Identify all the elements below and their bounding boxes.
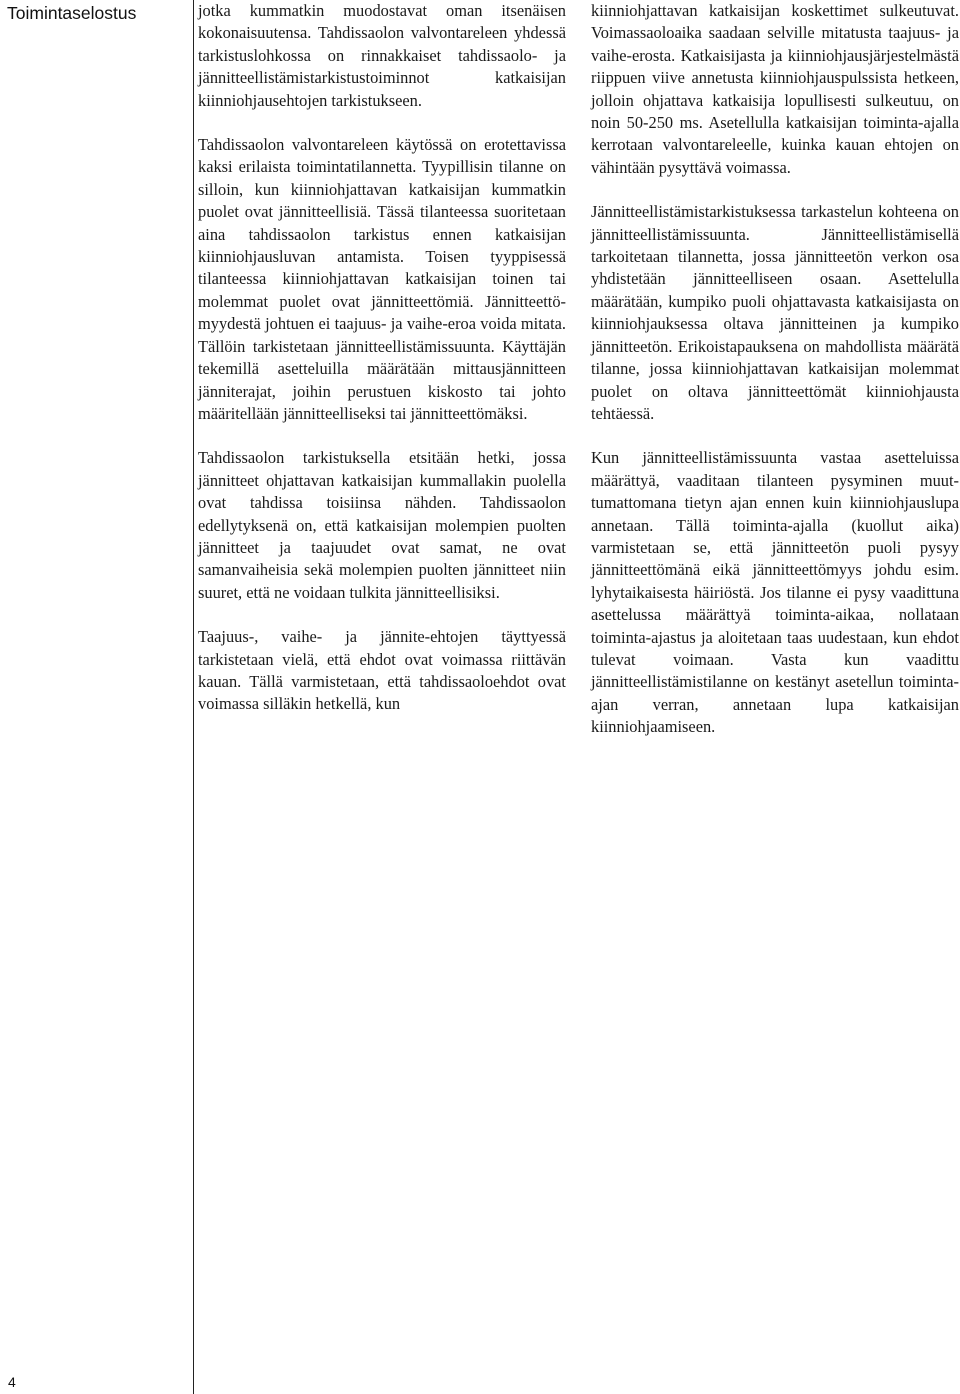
margin-divider (193, 0, 194, 1394)
paragraph: Jännitteellistämistarkistuksessa tarkastelun kohteena on jännitteellistämissuunta. Jännitteellistämisellä tarkoitetaan tilannetta, jossa jännitteetön verkon osa yhdistetään jännitteelliseen osaan. Asettelulla määrätään, kumpiko puoli ohjattavasta katkaisijasta on kiinniohjauksessa oltava jännitteinen ja kumpiko jännitteetön. Erikoistapauksena on mahdollista määrätä tilanne, jossa kiinniohjattavan katkaisijan molemmat puolet on oltava jännitteettömät kiinniohjausta tehtäessä. (591, 202, 959, 423)
paragraph: Tahdissaolon tarkistuksella etsitään hetki, jossa jännitteet ohjattavan katkaisijan kummallakin puolella ovat tahdissa toisiinsa nähden. Tahdissaolon edellytyksenä on, että katkaisijan molempien puolten jännitteet ja taajuudet ovat samat, ne ovat samanvaiheisia sekä molempien puolten jännitteet niin suuret, että ne voidaan tulkita jännitteellisiksi. (198, 448, 566, 602)
text-column-right (591, 0, 959, 761)
paragraph: kiinniohjattavan katkaisijan koskettimet sulkeutuvat. Voimassaoloaika saadaan selville mitatusta taajuus- ja vaihe-erosta. Katkaisijasta ja kiinniohjausjärjestelmästä riippuen viive annetusta kiinniohjauspulssista hetkeen, jolloin ohjattava katkaisija lopullisesti sulkeutuu, on noin 50-250 ms. Asetellulla katkaisijan toiminta-ajalla kerrotaan valvontareleelle, kuinka kauan ehtojen on vähintään pysyttävä voimassa. (591, 1, 959, 177)
paragraph: Kun jännitteellistämissuunta vastaa asetteluissa määrättyä, vaaditaan tilanteen pysyminen muuttumattomana tietyn ajan ennen kuin kiinniohjauslupa annetaan. Tällä toiminta-ajalla (kuollut aika) varmistetaan se, että jännitteetön puoli pysyy jännitteettömänä eikä jännitteettömyys johdu esim. lyhytaikaisesta häiriöstä. Jos tilanne ei pysy vaadittuna asettelussa määrättyä toiminta-aikaa, nollataan toiminta-ajastus ja aloitetaan taas uudestaan, kun ehdot tulevat voimaan. Vasta kun vaadittu jännitteellistämistilanne on kestänyt asetellun toiminta-ajan verran, annetaan lupa katkaisijan kiinniohjaamiseen. (591, 448, 959, 737)
paragraph: jotka kummatkin muodostavat oman itsenäisen kokonaisuutensa. Tahdissaolon valvontareleen yhdessä tarkistuslohkossa on rinnakkaiset tahdissaolo- ja jännitteellistämistarkistustoiminnot katkaisijan kiinniohjausehtojen tarkistukseen. (198, 1, 566, 110)
page-number: 4 (8, 1374, 16, 1390)
section-title: Toimintaselostus (7, 3, 137, 23)
paragraph: Taajuus-, vaihe- ja jännite-ehtojen täyttyessä tarkistetaan vielä, että ehdot ovat voimassa riittävän kauan. Tällä varmistetaan, että tahdissaoloehdot ovat voimassa silläkin hetkellä, kun (198, 627, 566, 714)
text-column-left (198, 0, 566, 738)
paragraph: Tahdissaolon valvontareleen käytössä on erotettavissa kaksi erilaista toimintatilannetta. Tyypillisin tilanne on silloin, kun kiinniohjattavan katkaisijan kummatkin puolet ovat jännitteellisiä. Tässä tilanteessa suoritetaan aina tahdissaolon tarkistus ennen katkaisijan kiinniohjausluvan antamista. Toisen tyyppisessä tilanteessa kiinniohjattavan katkaisijan toinen tai molemmat puolet ovat jännitteettömiä. Jännitteettömyydestä johtuen ei taajuus- ja vaihe-eroa voida mitata. Tällöin tarkistetaan jännitteellistämissuunta. Käyttäjän tekemillä asetteluilla määrätään mittausjännitteen jänniterajat, joihin perustuen kiskosto tai johto määritellään jännitteelliseksi tai jännitteettömäksi. (198, 135, 566, 423)
